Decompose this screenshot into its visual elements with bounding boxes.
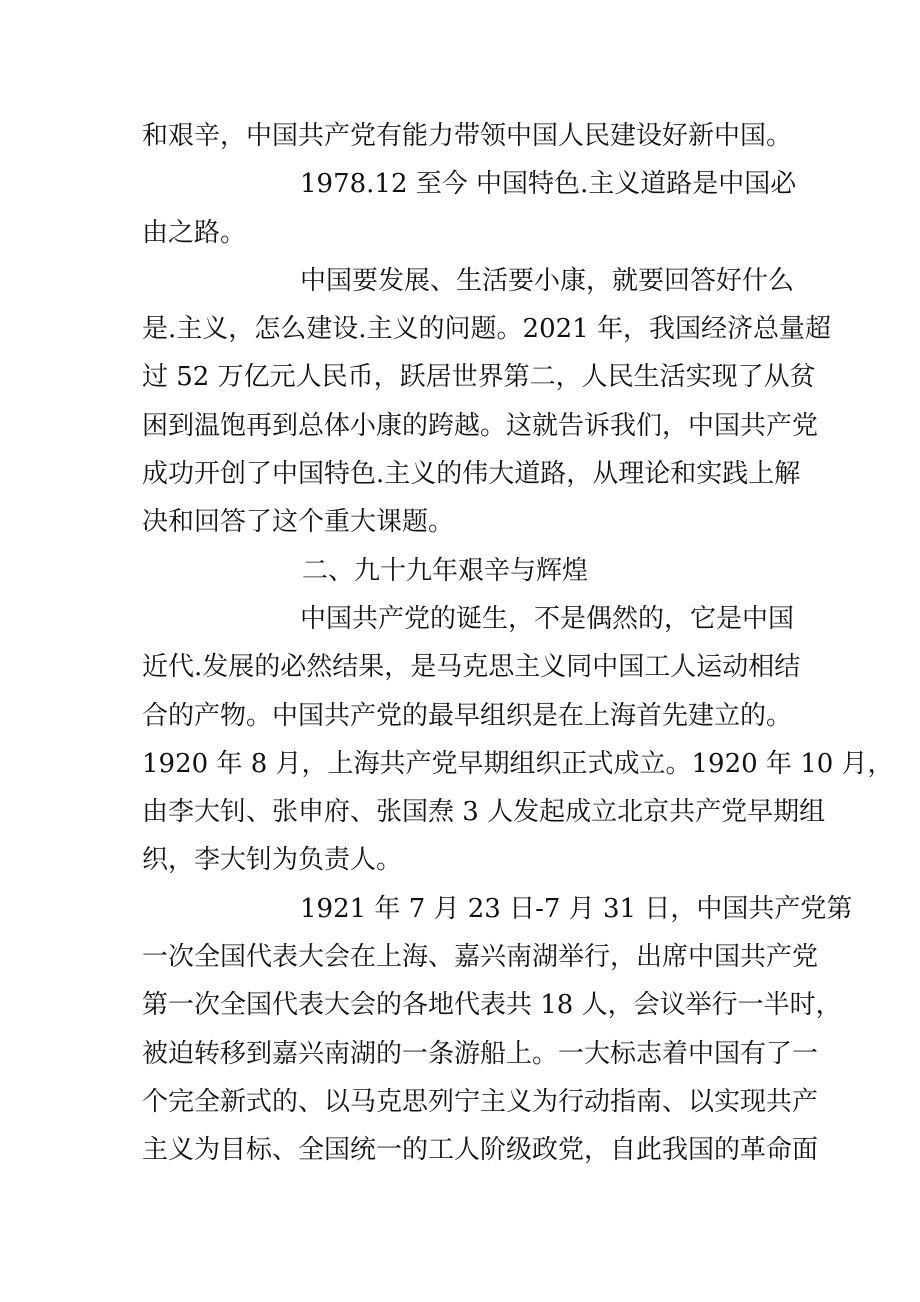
body-line-16: 织，李大钊为负责人。 xyxy=(142,845,403,876)
body-line-11: 中国共产党的诞生，不是偶然的，它是中国 xyxy=(300,603,795,634)
body-line-9: 决和回答了这个重大课题。 xyxy=(142,507,455,538)
body-line-21: 个完全新式的、以马克思列宁主义为行动指南、以实现共产 xyxy=(142,1086,819,1117)
section-heading: 二、九十九年艰辛与辉煌 xyxy=(302,555,589,586)
body-line-14: 1920 年 8 月，上海共产党早期组织正式成立。1920 年 10 月， xyxy=(142,748,894,779)
body-line-19: 第一次全国代表大会的各地代表共 18 人，会议举行一半时， xyxy=(142,990,842,1021)
body-line-2: 1978.12 至今 中国特色.主义道路是中国必 xyxy=(300,169,797,200)
body-line-8: 成功开创了中国特色.主义的伟大道路，从理论和实践上解 xyxy=(142,459,801,490)
body-line-5: 是.主义，怎么建设.主义的问题。2021 年，我国经济总量超 xyxy=(142,314,831,345)
body-line-4: 中国要发展、生活要小康，就要回答好什么 xyxy=(300,265,795,296)
body-line-6: 过 52 万亿元人民币，跃居世界第二，人民生活实现了从贫 xyxy=(142,362,816,393)
body-line-22: 主义为目标、全国统一的工人阶级政党，自此我国的革命面 xyxy=(142,1135,819,1166)
body-line-12: 近代.发展的必然结果，是马克思主义同中国工人运动相结 xyxy=(142,652,801,683)
document-body xyxy=(142,112,894,1175)
body-line-1: 和艰辛，中国共产党有能力带领中国人民建设好新中国。 xyxy=(142,121,793,151)
body-line-15: 由李大钊、张申府、张国焘 3 人发起成立北京共产党早期组 xyxy=(142,797,826,828)
body-line-20: 被迫转移到嘉兴南湖的一条游船上。一大标志着中国有了一 xyxy=(142,1038,819,1069)
body-line-13: 合的产物。中国共产党的最早组织是在上海首先建立的。 xyxy=(142,700,793,731)
body-line-18: 一次全国代表大会在上海、嘉兴南湖举行，出席中国共产党 xyxy=(142,942,819,973)
body-line-7: 困到温饱再到总体小康的跨越。这就告诉我们，中国共产党 xyxy=(142,410,819,441)
body-line-17: 1921 年 7 月 23 日-7 月 31 日，中国共产党第 xyxy=(300,893,853,924)
body-line-3: 由之路。 xyxy=(142,217,247,248)
